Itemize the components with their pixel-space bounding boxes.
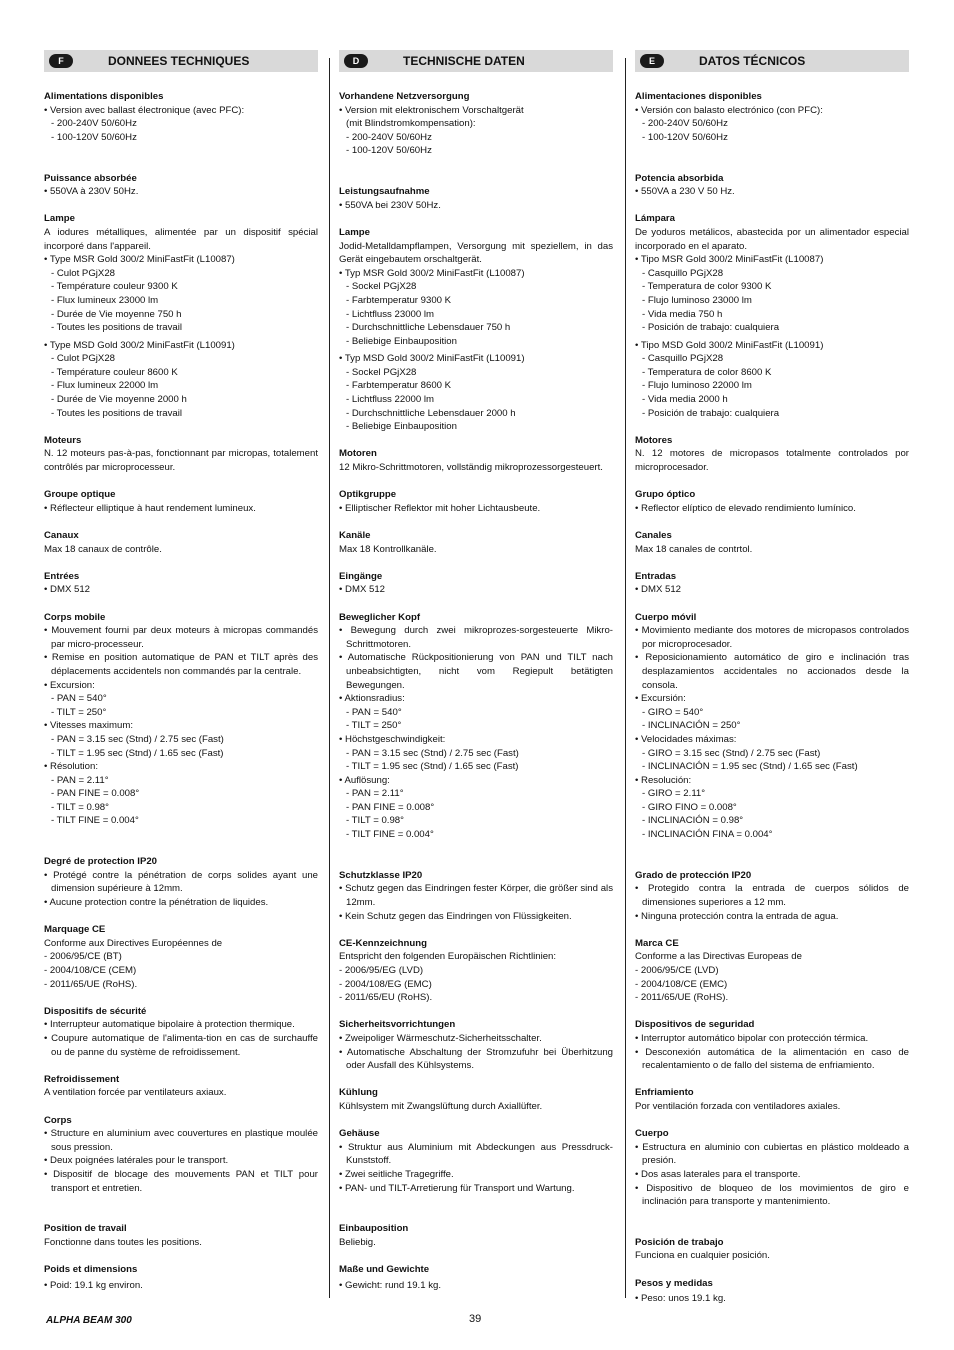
spec-heading: CE-Kennzeichnung [339, 937, 427, 949]
spec-moving-head [339, 611, 613, 856]
spec-text: A iodures métalliques, alimentée par un dispositif spécial incorporé dans l'appareil. [44, 226, 318, 252]
spec-item: • Poid: 19.1 kg environ. [44, 1279, 143, 1291]
spec-power-supply [635, 90, 909, 158]
spec-item: • Typ MSR Gold 300/2 MiniFastFit (L10087) [339, 267, 525, 279]
spec-subitem: - Culot PGjX28 [51, 353, 115, 365]
spec-power-consumption [635, 172, 909, 199]
spec-subitem: - PAN = 540° [346, 706, 402, 718]
spec-item: • Structure en aluminium avec couvertures en plastique moulée sous pression. [44, 1128, 318, 1153]
spec-item: • Interruptor automático bipolar con protección térmica. [635, 1032, 869, 1044]
spec-subitem: - INCLINACIÓN = 1.95 sec (Stnd) / 1.65 sec (Fast) [642, 761, 858, 773]
spec-housing [339, 1127, 613, 1209]
spec-subitem: - Durée de Vie moyenne 750 h [51, 308, 182, 320]
spec-heading: Refroidissement [44, 1073, 120, 1085]
spec-power-consumption [44, 172, 318, 199]
spec-lamp [44, 212, 318, 420]
spec-line: - 2011/65/UE (RoHS). [44, 978, 138, 990]
spec-heading: Lampe [44, 213, 75, 225]
spec-heading: Kanäle [339, 530, 371, 541]
spec-item: • Protégé contre la pénétration de corps solides ayant une dimension supérieure à 12mm. [44, 869, 318, 895]
spec-list [44, 90, 318, 1292]
spec-text: Entspricht den folgenden Europäischen Richtlinien: [339, 951, 557, 963]
spec-line: - 2011/65/EU (RoHS). [339, 992, 433, 1004]
spec-subitem: - Beliebige Einbauposition [346, 421, 457, 433]
spec-subitem: - 200-240V 50/60Hz [346, 131, 432, 143]
spec-line: - 2004/108/EG (EMC) [339, 978, 432, 990]
spec-ce-marking [339, 937, 613, 1005]
spec-text: Kühlsystem mit Zwangslüftung durch Axiallüfter. [339, 1100, 543, 1112]
spec-inputs [635, 570, 909, 597]
spec-item: • Struktur aus Aluminium mit Abdeckungen aus Pressdruck-Kunststoff. [339, 1141, 613, 1167]
spec-subitem: - Farbtemperatur 9300 K [346, 294, 452, 306]
spec-item: • DMX 512 [635, 584, 682, 596]
spec-line: - 2011/65/UE (RoHS). [635, 992, 729, 1004]
spec-subitem: - GIRO = 540° [642, 706, 704, 718]
spec-text: A ventilation forcée par ventilateurs axiaux. [44, 1087, 227, 1099]
section-header [44, 50, 318, 72]
spec-subitem: - Toutes les positions de travail [51, 322, 183, 334]
spec-text: Conforme aux Directives Européennes de [44, 937, 223, 949]
spec-lamp [635, 212, 909, 420]
spec-subitem: - PAN = 540° [51, 693, 107, 705]
spec-heading: Potencia absorbida [635, 172, 724, 184]
spec-item: • Tipo MSD Gold 300/2 MiniFastFit (L10091) [635, 339, 824, 351]
spec-cooling [635, 1086, 909, 1113]
spec-heading: Marquage CE [44, 924, 106, 936]
spec-item: • 550VA à 230V 50Hz. [44, 186, 139, 198]
spec-text: Beliebig. [339, 1236, 376, 1248]
spec-heading: Canales [635, 530, 672, 541]
spec-heading: Kühlung [339, 1087, 378, 1099]
spec-subitem: - Temperatura de color 8600 K [642, 366, 772, 378]
spec-subitem: - Casquillo PGjX28 [642, 267, 724, 279]
spec-item: • Reflector elíptico de elevado rendimiento lumínico. [635, 502, 856, 514]
spec-safety [44, 1005, 318, 1059]
spec-heading: Groupe optique [44, 489, 116, 501]
spec-subitem: - GIRO = 3.15 sec (Stnd) / 2.75 sec (Fast) [642, 747, 821, 759]
spec-item: • Ninguna protección contra la entrada de agua. [635, 910, 839, 922]
spec-item: • Velocidades máximas: [635, 733, 737, 745]
section-title: DONNEES TECHNIQUES [108, 54, 250, 68]
spec-heading: Einbauposition [339, 1223, 409, 1235]
spec-heading: Motoren [339, 448, 377, 460]
spec-line: - 2004/108/CE (EMC) [635, 978, 728, 990]
spec-text: Max 18 Kontrollkanäle. [339, 543, 437, 555]
spec-item: • Réflecteur elliptique à haut rendement lumineux. [44, 502, 256, 514]
spec-heading: Lámpara [635, 213, 675, 225]
spec-item: • Dispositif de blocage des mouvements PAN et TILT pour transport et entretien. [44, 1168, 318, 1194]
spec-subitem: - 200-240V 50/60Hz [51, 118, 137, 130]
spec-heading: Enfriamiento [635, 1087, 694, 1099]
spec-item: • Aucune protection contre la pénétration de liquides. [44, 897, 269, 909]
spec-item: • Desconexión automática de la alimentación en caso de recalentamiento o de fallo del sistema de enfriamiento. [635, 1046, 909, 1072]
spec-subitem: - TILT = 0.98° [346, 815, 404, 827]
spec-item: • Dos asas laterales para el transporte. [635, 1168, 801, 1180]
spec-item: • Excursion: [44, 679, 95, 691]
spec-subitem: - Posición de trabajo: cualquiera [642, 407, 780, 419]
spec-channels [635, 529, 909, 556]
spec-subitem: - 100-120V 50/60Hz [642, 131, 728, 143]
spec-item: • DMX 512 [339, 584, 386, 596]
spec-housing [44, 1114, 318, 1209]
spec-heading: Leistungsaufnahme [339, 186, 430, 198]
spec-subitem: - Lichtfluss 22000 lm [346, 394, 434, 406]
page-number: 39 [469, 1313, 482, 1325]
spec-item: • 550VA bei 230V 50Hz. [339, 199, 441, 211]
spec-item: • Movimiento mediante dos motores de micropasos controlados por microprocesador. [635, 625, 909, 650]
spec-text: Jodid-Metalldampflampen, Versorgung mit speziellem, in das Gerät eingebautem orschaltgerät. [339, 240, 613, 266]
spec-item: • Zwei seitliche Tragegriffe. [339, 1168, 454, 1180]
spec-item: • Resolución: [635, 774, 692, 786]
spec-item: • Kein Schutz gegen das Eindringen von Flüssigkeiten. [339, 910, 572, 922]
spec-text: De yoduros metálicos, abastecida por un alimentador especial incorporado en el aparato. [635, 226, 909, 252]
spec-heading: Vorhandene Netzversorgung [339, 91, 470, 102]
spec-subitem: - Flux lumineux 22000 lm [51, 380, 159, 392]
spec-subitem: - Culot PGjX28 [51, 267, 115, 279]
spec-heading: Corps [44, 1114, 72, 1126]
spec-subitem: - Temperatura de color 9300 K [642, 281, 772, 293]
language-badge: D [344, 54, 368, 68]
product-name: ALPHA BEAM 300 [46, 1315, 132, 1326]
spec-motors [635, 434, 909, 475]
spec-protection [339, 869, 613, 923]
spec-heading: Optikgruppe [339, 489, 397, 501]
spec-weight [44, 1263, 318, 1292]
spec-optics [339, 488, 613, 515]
language-badge: F [49, 54, 73, 68]
spec-subitem: - Flujo luminoso 23000 lm [642, 294, 752, 306]
spec-subitem: (mit Blindstromkompensation): [346, 118, 476, 130]
spec-subitem: - Durchschnittliche Lebensdauer 2000 h [346, 407, 516, 419]
spec-item: • DMX 512 [44, 584, 91, 596]
spec-item: • Aktionsradius: [339, 693, 405, 705]
column-divider [625, 58, 626, 1298]
spec-heading: Alimentaciones disponibles [635, 91, 762, 102]
spec-cooling [44, 1073, 318, 1100]
spec-heading: Dispositifs de sécurité [44, 1005, 147, 1017]
spec-subitem: - GIRO = 2.11° [642, 788, 706, 800]
column-spanish [635, 50, 909, 1319]
spec-subitem: - GIRO FINO = 0.008° [642, 801, 737, 813]
spec-ce-marking [635, 937, 909, 1005]
spec-channels [44, 529, 318, 556]
spec-subitem: - Flux lumineux 23000 lm [51, 294, 159, 306]
section-title: DATOS TÉCNICOS [699, 54, 806, 68]
spec-heading: Cuerpo móvil [635, 611, 697, 623]
spec-safety [339, 1018, 613, 1072]
spec-subitem: - INCLINACIÓN = 250° [642, 720, 741, 732]
spec-line: - 2006/95/EG (LVD) [339, 965, 424, 976]
spec-item: • Peso: unos 19.1 kg. [635, 1293, 726, 1305]
spec-heading: Dispositivos de seguridad [635, 1019, 755, 1031]
spec-subitem: - TILT FINE = 0.004° [51, 815, 139, 827]
spec-heading: Position de travail [44, 1223, 127, 1235]
spec-subitem: - 100-120V 50/60Hz [51, 131, 137, 143]
spec-list [635, 90, 909, 1306]
spec-item: • Versión con balasto electrónico (con PFC): [635, 104, 823, 116]
spec-item: • Vitesses maximum: [44, 720, 134, 732]
spec-subitem: - Durchschnittliche Lebensdauer 750 h [346, 322, 511, 334]
spec-inputs [339, 570, 613, 597]
spec-text: Fonctionne dans toutes les positions. [44, 1236, 202, 1248]
spec-heading: Schutzklasse IP20 [339, 869, 423, 881]
spec-housing [635, 1127, 909, 1222]
spec-moving-head [44, 611, 318, 842]
section-title: TECHNISCHE DATEN [403, 54, 525, 68]
spec-cooling [339, 1086, 613, 1113]
section-header [635, 50, 909, 72]
spec-motors [44, 434, 318, 475]
spec-text: Por ventilación forzada con ventiladores axiales. [635, 1100, 841, 1112]
spec-text: Max 18 canaux de contrôle. [44, 543, 162, 555]
spec-ce-marking [44, 923, 318, 991]
spec-item: • Reposicionamiento automático de giro e inclinación tras desplazamientos accidentales no accionados desde la consola. [635, 652, 909, 691]
spec-weight [339, 1263, 613, 1292]
spec-subitem: - TILT FINE = 0.004° [346, 829, 434, 841]
spec-item: • Protegido contra la entrada de cuerpos sólidos de dimensiones superiores a 12 mm. [635, 883, 909, 909]
spec-heading: Alimentations disponibles [44, 91, 164, 102]
spec-subitem: - TILT = 0.98° [51, 801, 109, 813]
spec-heading: Poids et dimensions [44, 1264, 138, 1276]
spec-item: • Résolution: [44, 761, 99, 773]
section-header [339, 50, 613, 72]
language-badge: E [640, 54, 664, 68]
spec-text: Max 18 canales de contrtol. [635, 543, 753, 555]
spec-item: • Deux poignées latérales pour le transport. [44, 1155, 229, 1167]
spec-heading: Eingänge [339, 570, 383, 582]
spec-subitem: - PAN = 3.15 sec (Stnd) / 2.75 sec (Fast) [51, 733, 224, 745]
spec-item: • Zweipoliger Wärmeschutz-Sicherheitsschalter. [339, 1032, 542, 1044]
spec-power-supply [339, 90, 613, 172]
spec-subitem: - Vida media 750 h [642, 308, 723, 320]
spec-item: • Tipo MSR Gold 300/2 MiniFastFit (L10087) [635, 254, 824, 266]
spec-optics [44, 488, 318, 515]
spec-subitem: - TILT = 1.95 sec (Stnd) / 1.65 sec (Fast) [51, 747, 224, 759]
spec-heading: Corps mobile [44, 611, 106, 623]
spec-heading: Posición de trabajo [635, 1236, 724, 1248]
spec-heading: Grado de protección IP20 [635, 869, 752, 881]
spec-heading: Sicherheitsvorrichtungen [339, 1019, 456, 1031]
spec-subitem: - Toutes les positions de travail [51, 407, 183, 419]
spec-item: • Schutz gegen das Eindringen fester Körper, die größer sind als 12mm. [339, 883, 613, 909]
spec-power-supply [44, 90, 318, 158]
spec-item: • Version avec ballast électronique (avec PFC): [44, 104, 245, 116]
spec-item: • Type MSR Gold 300/2 MiniFastFit (L10087) [44, 254, 235, 266]
spec-subitem: - PAN = 2.11° [346, 788, 404, 800]
spec-moving-head [635, 611, 909, 856]
spec-line: - 2006/95/CE (BT) [44, 951, 122, 963]
spec-weight [635, 1277, 909, 1306]
spec-subitem: - Flujo luminoso 22000 lm [642, 380, 752, 392]
spec-item: • Bewegung durch zwei mikroprozes-sorgesteuerte Mikro-Schrittmotoren. [339, 625, 613, 650]
spec-subitem: - Durée de Vie moyenne 2000 h [51, 394, 187, 406]
spec-item: • Version mit elektronischem Vorschaltgerät [339, 104, 524, 116]
spec-subitem: - TILT = 250° [51, 706, 107, 718]
spec-list [339, 90, 613, 1292]
column-french [44, 50, 318, 1306]
spec-line: - 2004/108/CE (CEM) [44, 965, 137, 976]
spec-subitem: - Farbtemperatur 8600 K [346, 380, 452, 392]
spec-subitem: - PAN FINE = 0.008° [346, 801, 435, 813]
spec-heading: Entrées [44, 570, 80, 582]
spec-subitem: - 100-120V 50/60Hz [346, 145, 432, 157]
spec-subitem: - PAN = 2.11° [51, 774, 109, 786]
spec-item: • 550VA a 230 V 50 Hz. [635, 186, 735, 198]
spec-working-position [339, 1222, 613, 1249]
spec-item: • Estructura en aluminio con cubiertas en plástico moldeado a presión. [635, 1141, 909, 1167]
spec-motors [339, 447, 613, 474]
spec-text: Conforme a las Directivas Europeas de [635, 951, 802, 963]
spec-subitem: - INCLINACIÓN = 0.98° [642, 815, 744, 827]
spec-subitem: - TILT = 1.95 sec (Stnd) / 1.65 sec (Fast) [346, 761, 519, 773]
spec-subitem: - PAN = 3.15 sec (Stnd) / 2.75 sec (Fast) [346, 747, 519, 759]
spec-item: • Automatische Rückpositionierung von PAN und TILT nach unbeabsichtigten, nicht vom Regiepult betätigten Bewegungen. [339, 652, 613, 691]
spec-working-position [44, 1222, 318, 1249]
spec-text: Funciona en cualquier posición. [635, 1250, 770, 1262]
spec-item: • Typ MSD Gold 300/2 MiniFastFit (L10091) [339, 353, 525, 365]
spec-text: 12 Mikro-Schrittmotoren, vollständig mikroprozessorgesteuert. [339, 462, 603, 474]
spec-heading: Puissance absorbée [44, 172, 137, 184]
spec-protection [44, 855, 318, 909]
spec-item: • Mouvement fourni par deux moteurs à micropas commandés par micro-processeur. [44, 625, 318, 650]
spec-text: N. 12 moteurs pas-à-pas, fonctionnant par micropas, totalement contrôlés par microprocesseur. [44, 448, 318, 474]
spec-heading: Moteurs [44, 434, 82, 446]
spec-working-position [635, 1236, 909, 1263]
spec-power-consumption [339, 185, 613, 212]
spec-subitem: - TILT = 250° [346, 720, 402, 732]
spec-item: • PAN- und TILT-Arretierung für Transport und Wartung. [339, 1182, 575, 1194]
spec-heading: Degré de protection IP20 [44, 856, 158, 868]
spec-item: • Interrupteur automatique bipolaire à protection thermique. [44, 1019, 295, 1031]
spec-heading: Grupo óptico [635, 489, 696, 501]
spec-heading: Lampe [339, 226, 370, 238]
spec-item: • Elliptischer Reflektor mit hoher Lichtausbeute. [339, 502, 541, 514]
spec-safety [635, 1018, 909, 1072]
spec-inputs [44, 570, 318, 597]
spec-item: • Gewicht: rund 19.1 kg. [339, 1279, 442, 1291]
spec-lamp [339, 226, 613, 434]
spec-subitem: - INCLINACIÓN FINA = 0.004° [642, 829, 773, 841]
spec-item: • Excursión: [635, 693, 686, 705]
spec-item: • Automatische Abschaltung der Stromzufuhr bei Überhitzung oder Ausfall des Kühlsystems. [339, 1046, 613, 1072]
spec-heading: Motores [635, 434, 673, 446]
spec-subitem: - Posición de trabajo: cualquiera [642, 322, 780, 334]
spec-item: • Höchstgeschwindigkeit: [339, 733, 446, 745]
spec-subitem: - Température couleur 9300 K [51, 281, 178, 293]
spec-item: • Type MSD Gold 300/2 MiniFastFit (L10091) [44, 339, 235, 351]
spec-heading: Maße und Gewichte [339, 1264, 430, 1276]
spec-subitem: - PAN FINE = 0.008° [51, 788, 140, 800]
column-divider [329, 58, 330, 1298]
spec-protection [635, 869, 909, 923]
spec-heading: Canaux [44, 530, 79, 541]
spec-optics [635, 488, 909, 515]
spec-item: • Dispositivo de bloqueo de los movimientos de giro e inclinación para transporte y mantenimiento. [635, 1182, 909, 1208]
spec-item: • Remise en position automatique de PAN et TILT après des déplacements accidentels non commandés par la centrale. [44, 652, 318, 677]
spec-subitem: - Casquillo PGjX28 [642, 353, 724, 365]
spec-heading: Gehäuse [339, 1128, 380, 1140]
spec-heading: Pesos y medidas [635, 1277, 713, 1289]
column-german [339, 50, 613, 1306]
spec-heading: Beweglicher Kopf [339, 611, 421, 623]
spec-text: N. 12 motores de micropasos totalmente controlados por microprocesador. [635, 448, 909, 474]
spec-subitem: - Sockel PGjX28 [346, 281, 417, 293]
spec-subitem: - Beliebige Einbauposition [346, 335, 457, 347]
spec-subitem: - Sockel PGjX28 [346, 366, 417, 378]
spec-subitem: - Lichtfluss 23000 lm [346, 308, 434, 320]
spec-item: • Coupure automatique de l'alimenta-tion en cas de surchauffe ou de panne du système de refroidissement. [44, 1032, 318, 1058]
spec-subitem: - Vida media 2000 h [642, 394, 728, 406]
spec-subitem: - 200-240V 50/60Hz [642, 118, 728, 130]
spec-heading: Cuerpo [635, 1128, 669, 1140]
spec-subitem: - Température couleur 8600 K [51, 366, 178, 378]
spec-item: • Auflösung: [339, 774, 390, 786]
spec-line: - 2006/95/CE (LVD) [635, 965, 719, 976]
spec-heading: Entradas [635, 570, 677, 582]
spec-heading: Marca CE [635, 937, 679, 949]
spec-channels [339, 529, 613, 556]
